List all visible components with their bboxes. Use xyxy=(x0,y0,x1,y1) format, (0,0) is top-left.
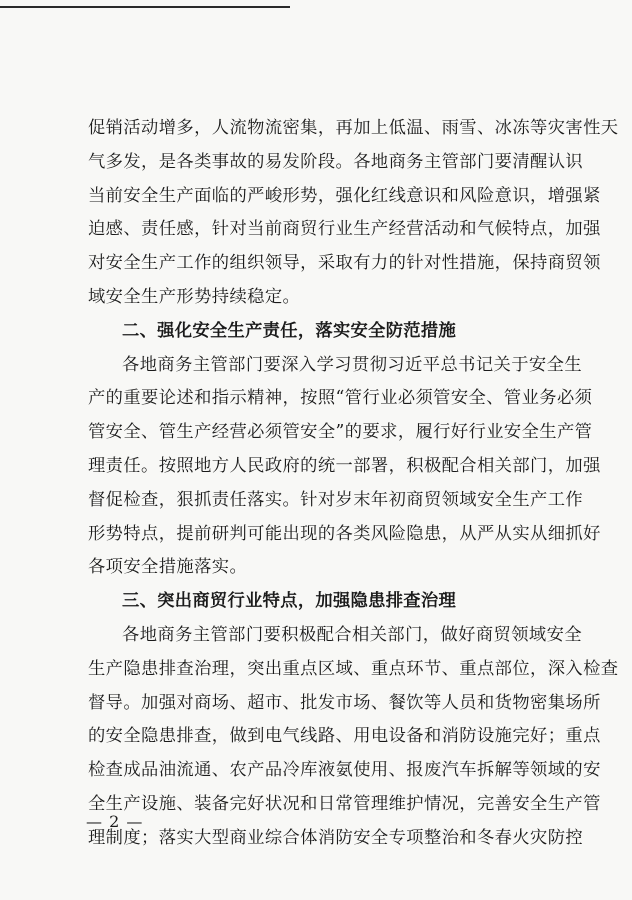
paragraph xyxy=(88,349,601,586)
text-line: 理责任。按照地方人民政府的统一部署，积极配合相关部门，加强 xyxy=(88,455,601,476)
text-line: 域安全生产形势持续稳定。 xyxy=(88,286,301,307)
text-line: 管安全、管生产经营必须管安全”的要求，履行好行业安全生产管 xyxy=(88,422,593,443)
text-line: 促销活动增多，人流物流密集，再加上低温、雨雪、冰冻等灾害性天 xyxy=(88,118,619,138)
text-line: 全生产设施、装备完好状况和日常管理维护情况，完善安全生产管 xyxy=(88,793,601,814)
page-number: — 2 — xyxy=(86,812,144,831)
text-line: 产的重要论述和指示精神，按照“管行业必须管安全、管业务必须 xyxy=(88,388,593,409)
text-line: 督导。加强对商场、超市、批发市场、餐饮等人员和货物密集场所 xyxy=(88,692,601,713)
text-line: 督促检查，狠抓责任落实。针对岁末年初商贸领域安全生产工作 xyxy=(88,489,584,510)
section-heading: 二、强化安全生产责任，落实安全防范措施 xyxy=(122,320,457,341)
text-line: 迫感、责任感，针对当前商贸行业生产经营活动和气候特点，加强 xyxy=(88,219,601,240)
top-border-line xyxy=(0,6,290,8)
paragraph xyxy=(88,112,619,315)
text-line: 气多发，是各类事故的易发阶段。各地商务主管部门要清醒认识 xyxy=(88,151,584,172)
text-line: 各地商务主管部门要积极配合相关部门，做好商贸领域安全 xyxy=(122,624,582,645)
text-line: 的安全隐患排查，做到电气线路、用电设备和消防设施完好；重点 xyxy=(88,726,601,747)
text-line: 各项安全措施落实。 xyxy=(88,557,248,578)
text-line: 检查成品油流通、农产品冷库液氨使用、报废汽车拆解等领域的安 xyxy=(88,760,601,781)
text-line: 对安全生产工作的组织领导，采取有力的针对性措施，保持商贸领 xyxy=(88,253,601,274)
text-line: 生产隐患排查治理，突出重点区域、重点环节、重点部位，深入检查 xyxy=(88,658,619,679)
text-line: 理制度；落实大型商业综合体消防安全专项整治和冬春火灾防控 xyxy=(88,827,584,848)
text-line: 形势特点，提前研判可能出现的各类风险隐患，从严从实从细抓好 xyxy=(88,523,601,544)
section-heading: 三、突出商贸行业特点，加强隐患排查治理 xyxy=(122,591,457,612)
document-body xyxy=(88,112,619,856)
text-line: 当前安全生产面临的严峻形势，强化红线意识和风险意识，增强紧 xyxy=(88,185,601,206)
text-line: 各地商务主管部门要深入学习贯彻习近平总书记关于安全生 xyxy=(122,354,582,375)
paragraph xyxy=(88,619,619,856)
